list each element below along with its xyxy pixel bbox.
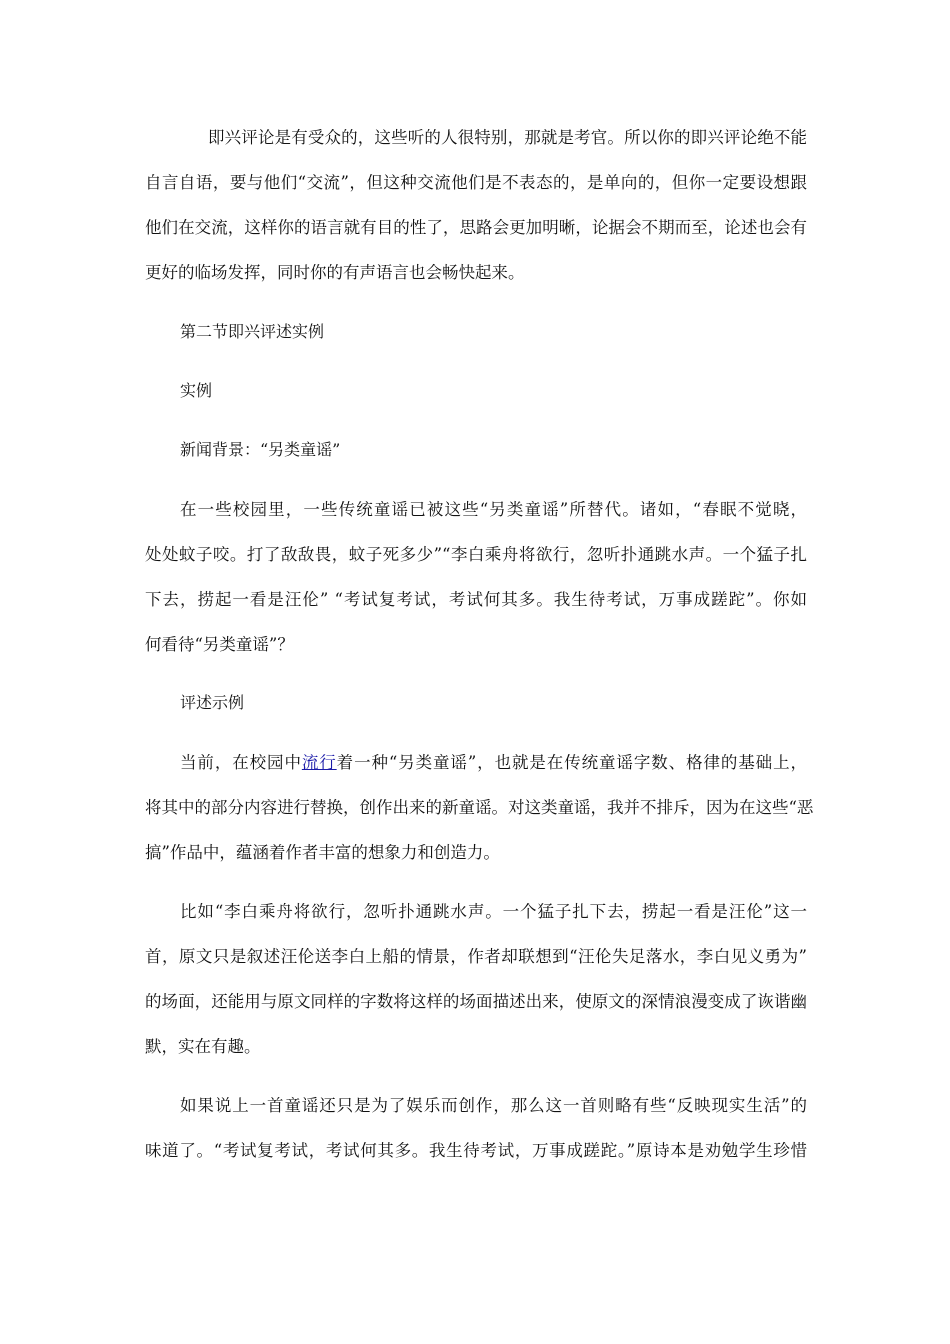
paragraph-line: 自言自语，要与他们“交流”，但这种交流他们是不表态的，是单向的，但你一定要设想跟 bbox=[145, 173, 807, 192]
paragraph-line: 更好的临场发挥，同时你的有声语言也会畅快起来。 bbox=[145, 263, 525, 282]
paragraph-line: 的场面，还能用与原文同样的字数将这样的场面描述出来，使原文的深情浪漫变成了诙谐幽 bbox=[145, 992, 807, 1011]
paragraph-line: 处处蚊子咬。打了敌敌畏，蚊子死多少”“李白乘舟将欲行，忽听扑通跳水声。一个猛子扎 bbox=[145, 545, 807, 564]
paragraph-line: 首，原文只是叙述汪伦送李白上船的情景，作者却联想到“汪伦失足落水，李白见义勇为” bbox=[145, 947, 807, 966]
paragraph-line: 如果说上一首童谣还只是为了娱乐而创作，那么这一首则略有些“反映现实生活”的 bbox=[180, 1096, 807, 1115]
section-heading: 第二节即兴评述实例 bbox=[180, 322, 325, 341]
paragraph-line: 他们在交流，这样你的语言就有目的性了，思路会更加明晰，论据会不期而至，论述也会有 bbox=[145, 218, 807, 237]
paragraph-line: 搞”作品中，蕴涵着作者丰富的想象力和创造力。 bbox=[145, 843, 500, 862]
hyperlink-liuxing[interactable]: 流行 bbox=[301, 753, 337, 772]
paragraph-line: 比如“李白乘舟将欲行，忽听扑通跳水声。一个猛子扎下去，捞起一看是汪伦”这一 bbox=[180, 902, 807, 921]
commentary-example-heading: 评述示例 bbox=[180, 693, 245, 712]
paragraph-line bbox=[180, 752, 807, 774]
paragraph-line: 味道了。“考试复考试，考试何其多。我生待考试，万事成蹉跎。”原诗本是劝勉学生珍惜 bbox=[145, 1141, 807, 1160]
text-run: 当前，在校园中 bbox=[180, 753, 302, 772]
paragraph-line: 何看待“另类童谣”？ bbox=[145, 635, 294, 654]
paragraph-line: 即兴评论是有受众的，这些听的人很特别，那就是考官。所以你的即兴评论绝不能 bbox=[208, 128, 807, 147]
paragraph-line: 将其中的部分内容进行替换，创作出来的新童谣。对这类童谣，我并不排斥，因为在这些“恶 bbox=[145, 798, 814, 817]
paragraph-line: 默，实在有趣。 bbox=[145, 1037, 261, 1056]
subheading-example: 实例 bbox=[180, 381, 213, 400]
news-background-heading: 新闻背景：“另类童谣” bbox=[180, 440, 341, 459]
text-run: 着一种“另类童谣”，也就是在传统童谣字数、格律的基础上， bbox=[336, 753, 807, 772]
paragraph-line: 在一些校园里，一些传统童谣已被这些“另类童谣”所替代。诸如，“春眠不觉晓， bbox=[180, 500, 807, 519]
paragraph-line: 下去，捞起一看是汪伦” “考试复考试，考试何其多。我生待考试，万事成蹉跎”。你如 bbox=[145, 590, 807, 609]
